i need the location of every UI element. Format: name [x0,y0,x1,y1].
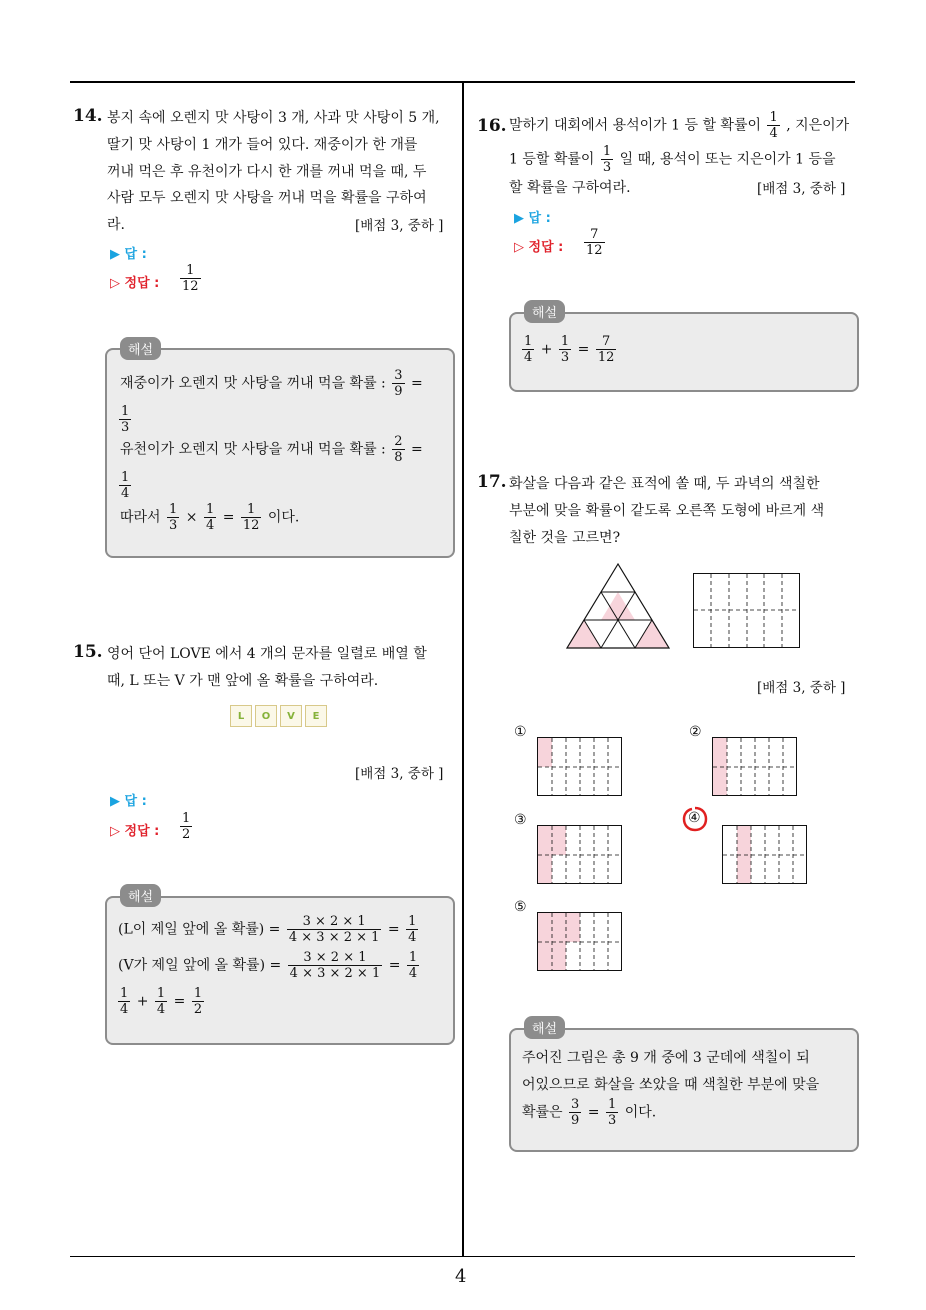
explanation-line: 확률은 $\frac{3}{9}$ = $\frac{1}{3}$ 이다. [522,1097,657,1128]
letter-tile: V [280,705,302,727]
score-meta: [배점 3, 중하 ] [355,218,444,234]
score-meta: [배점 3, 중하 ] [355,766,444,782]
page-number: 4 [455,1266,467,1287]
explanation-line: (L이 제일 앞에 올 확률) = $\frac{3 \times 2 \times 1}{4 \times 3 \times 2 \times 1}$ = $\frac{1}{4}$ [118,914,417,945]
correct-answer-label: ▷ 정답 : [514,240,564,255]
option-5-figure[interactable] [537,912,623,972]
explanation-line: 주어진 그림은 총 9 개 중에 3 군데에 색칠이 되 [522,1050,810,1066]
explanation-fraction: $\frac{1}{4}$ [121,470,130,501]
explanation-fraction: $\frac{1}{3}$ [121,404,130,435]
option-4-label[interactable]: ④ [688,810,701,826]
explanation-line: $\frac{1}{4}$ + $\frac{1}{4}$ = $\frac{1}{2}$ [120,986,203,1017]
question-text-line: 부분에 맞을 확률이 같도록 오른쪽 도형에 바르게 색 [509,503,825,519]
explanation-line: 따라서 $\frac{1}{3}$ × $\frac{1}{4}$ = $\frac{1}{12}$ 이다. [120,502,300,533]
question-text-line: 1 등할 확률이 $\frac{1}{3}$ 일 때, 용석이 또는 지은이가 1 등을 [509,144,836,175]
letter-tile: E [305,705,327,727]
question-number: 16. [477,116,507,136]
option-2-label[interactable]: ② [689,724,702,740]
explanation-line: 재중이가 오렌지 맛 사탕을 꺼내 먹을 확률 : $\frac{3}{9}$ = [120,368,423,399]
correct-answer-label: ▷ 정답 : [110,824,160,839]
question-number: 17. [477,472,507,492]
explanation-tag: 해설 [120,337,161,360]
question-text-line: 딸기 맛 사탕이 1 개가 들어 있다. 재중이가 한 개를 [107,137,418,153]
explanation-tag: 해설 [120,884,161,907]
option-2-figure[interactable] [712,737,798,797]
target-rectangle-figure [693,573,801,649]
correct-answer-label: ▷ 정답 : [110,276,160,291]
explanation-line: 어있으므로 화살을 쏘았을 때 색칠한 부분에 맞을 [522,1077,820,1093]
question-text-line: 화살을 다음과 같은 표적에 쏠 때, 두 과녁의 색칠한 [509,476,820,492]
question-text-line: 할 확률을 구하여라. [509,180,631,196]
question-text-line: 영어 단어 LOVE 에서 4 개의 문자를 일렬로 배열 할 [107,646,427,662]
question-text-line: 때, L 또는 V 가 맨 앞에 올 확률을 구하여라. [107,673,379,689]
answer-label: ▶ 답 : [110,247,147,262]
explanation-line: (V가 제일 앞에 올 확률) = $\frac{3 \times 2 \times 1}{4 \times 3 \times 2 \times 1}$ = $\frac{1}{4}$ [118,950,418,981]
bottom-rule [70,1256,855,1257]
target-triangle-figure [566,558,670,650]
score-meta: [배점 3, 중하 ] [757,181,846,197]
letter-tile: L [230,705,252,727]
question-text-line: 봉지 속에 오렌지 맛 사탕이 3 개, 사과 맛 사탕이 5 개, [107,110,440,126]
option-4-figure[interactable] [722,825,808,885]
correct-answer-fraction: $\frac{7}{12}$ [586,227,603,258]
explanation-line: $\frac{1}{4}$ + $\frac{1}{3}$ = $\frac{7}{12}$ [524,334,615,365]
column-divider [462,82,464,1257]
explanation-tag: 해설 [524,1016,565,1039]
question-number: 14. [73,106,103,126]
score-meta: [배점 3, 중하 ] [757,680,846,696]
question-text-line: 칠한 것을 고르면? [509,530,621,546]
answer-label: ▶ 답 : [514,211,551,226]
answer-label: ▶ 답 : [110,794,147,809]
correct-answer-fraction: $\frac{1}{2}$ [182,811,191,842]
question-text-line: 라. [107,217,125,233]
option-1-label[interactable]: ① [514,724,527,740]
question-number: 15. [73,642,103,662]
question-text-line: 꺼내 먹은 후 유천이가 다시 한 개를 꺼내 먹을 때, 두 [107,164,427,180]
explanation-line: 유천이가 오렌지 맛 사탕을 꺼내 먹을 확률 : $\frac{2}{8}$ = [120,434,423,465]
option-3-figure[interactable] [537,825,623,885]
love-letter-tiles [230,705,327,727]
question-text-line: 말하기 대회에서 용석이가 1 등 할 확률이 $\frac{1}{4}$ , 지은이가 [509,110,850,141]
correct-answer-fraction: $\frac{1}{12}$ [182,263,199,294]
option-3-label[interactable]: ③ [514,812,527,828]
explanation-tag: 해설 [524,300,565,323]
option-5-label[interactable]: ⑤ [514,899,527,915]
option-1-figure[interactable] [537,737,623,797]
letter-tile: O [255,705,277,727]
question-text-line: 사람 모두 오렌지 맛 사탕을 꺼내 먹을 확률을 구하여 [107,190,427,206]
